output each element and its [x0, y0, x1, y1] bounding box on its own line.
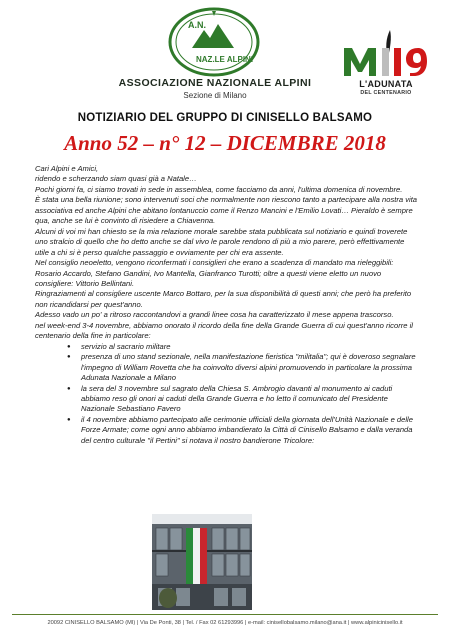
paragraph: Adesso vado un po' a ritroso raccontandovi a grandi linee cosa ha caratterizzato il mese appena trascorso. — [35, 310, 394, 320]
ana-logo-bottom-text: NAZ.LE ALPINI — [196, 55, 254, 64]
paragraph: ridendo e scherzando siam quasi già a Natale… — [35, 174, 197, 184]
issue-line: Anno 52 – n° 12 – DICEMBRE 2018 — [64, 131, 386, 155]
paragraph: Ringraziamenti al consigliere uscente Marco Bottaro, per la sua disponibilità di questi anni; che però ha preferito non ricandidarsi per quest'anno. — [35, 289, 412, 309]
paragraph: nel week-end 3-4 novembre, abbiamo onorato il ricordo della fine della Grande Guerra di cui quest'anno ricorre il centenario della fine in particolare: — [35, 320, 413, 341]
paragraph: Cari Alpini e Amici, — [35, 164, 99, 173]
list-item: ● la sera del 3 novembre sul sagrato della Chiesa S. Ambrogio davanti al monumento ai caduti abbiamo reso gli onori ai caduti della Grande Guerra e ho letto il comunicato del Presidente Nazionale Sebastiano Favero — [35, 384, 420, 415]
adunata-subtitle: DEL CENTENARIO — [360, 90, 412, 96]
paragraph: Nel consiglio neoeletto, vengono riconfermati i consiglieri che erano a scadenza di mandato ma rieleggibili: Rosario Accardo, Stefano Gandini, Ivo Mantella, Gianfranco Turotti; oltre a questi viene eletto un nuovo consigliere: Vittorio Bellintani. — [35, 258, 394, 288]
list-item: ● servizio al sacrario militare — [35, 342, 420, 352]
footer-rule — [12, 614, 438, 615]
page-footer — [0, 614, 450, 637]
newsletter-title: NOTIZIARIO DEL GRUPPO DI CINISELLO BALSAMO — [77, 112, 373, 124]
association-section: Sezione di Milano — [183, 91, 247, 100]
ana-logo-top-text: A.N. — [188, 20, 206, 30]
letter-body — [35, 164, 420, 446]
commemoration-list — [35, 342, 420, 447]
page-header — [0, 0, 450, 108]
ana-logo — [166, 6, 262, 78]
paragraph: Pochi giorni fa, ci siamo trovati in sede in assemblea, come facciamo da anni, l'ultima domenica di novembre. — [35, 184, 403, 194]
list-item: ● presenza di uno stand sezionale, nella manifestazione fieristica "militalia"; qui è doveroso segnalare l'impegno di William Rovetta che ha coinvolto diversi alpini promuovendo in particolare la prossima Adunata Nazionale a Milano — [35, 352, 420, 383]
tricolore-building-photo — [152, 514, 252, 610]
association-name: ASSOCIAZIONE NAZIONALE ALPINI — [118, 77, 312, 89]
list-item: ● il 4 novembre abbiamo partecipato alle cerimonie ufficiali della giornata dell'Unità Nazionale e delle Forze Armate; come ogni anno abbiamo imbandierato la Città di Cinisello Balsamo e dalla veranda del centro culturale "il Pertini" si notava il nostro bandierone Tricolore: — [35, 415, 420, 446]
adunata-title: L'ADUNATA — [359, 79, 413, 89]
footer-contact: 20092 CINISELLO BALSAMO (MI) | Via De Ponti, 38 | Tel. / Fax 02 61293996 | e-mail: cinisellobalsamo.milano@ana.it | www.alpinicinisello.it — [47, 620, 403, 626]
paragraph: Alcuni di voi mi han chiesto se la mia relazione morale sarebbe stata pubblicata sul notiziario e quindi troverete uno stralcio di quello che ho detto anche se dal vivo le parole rendono di più a mio parere, però effettivamente utile a chi si è perso qualche passaggio e ovviamente per chi era assente. — [35, 226, 408, 257]
paragraph: È stata una bella riunione; sono intervenuti soci che normalmente non riescono tanto a partecipare alla nostra vita associativa ed anche Alpini che abitano lontanuccio come il Renzo Mancini e l'Emilio Lovati… Pieraldo è sempre qua, anche se lui è convinto di risiedere a Chiavenna. — [35, 195, 418, 226]
